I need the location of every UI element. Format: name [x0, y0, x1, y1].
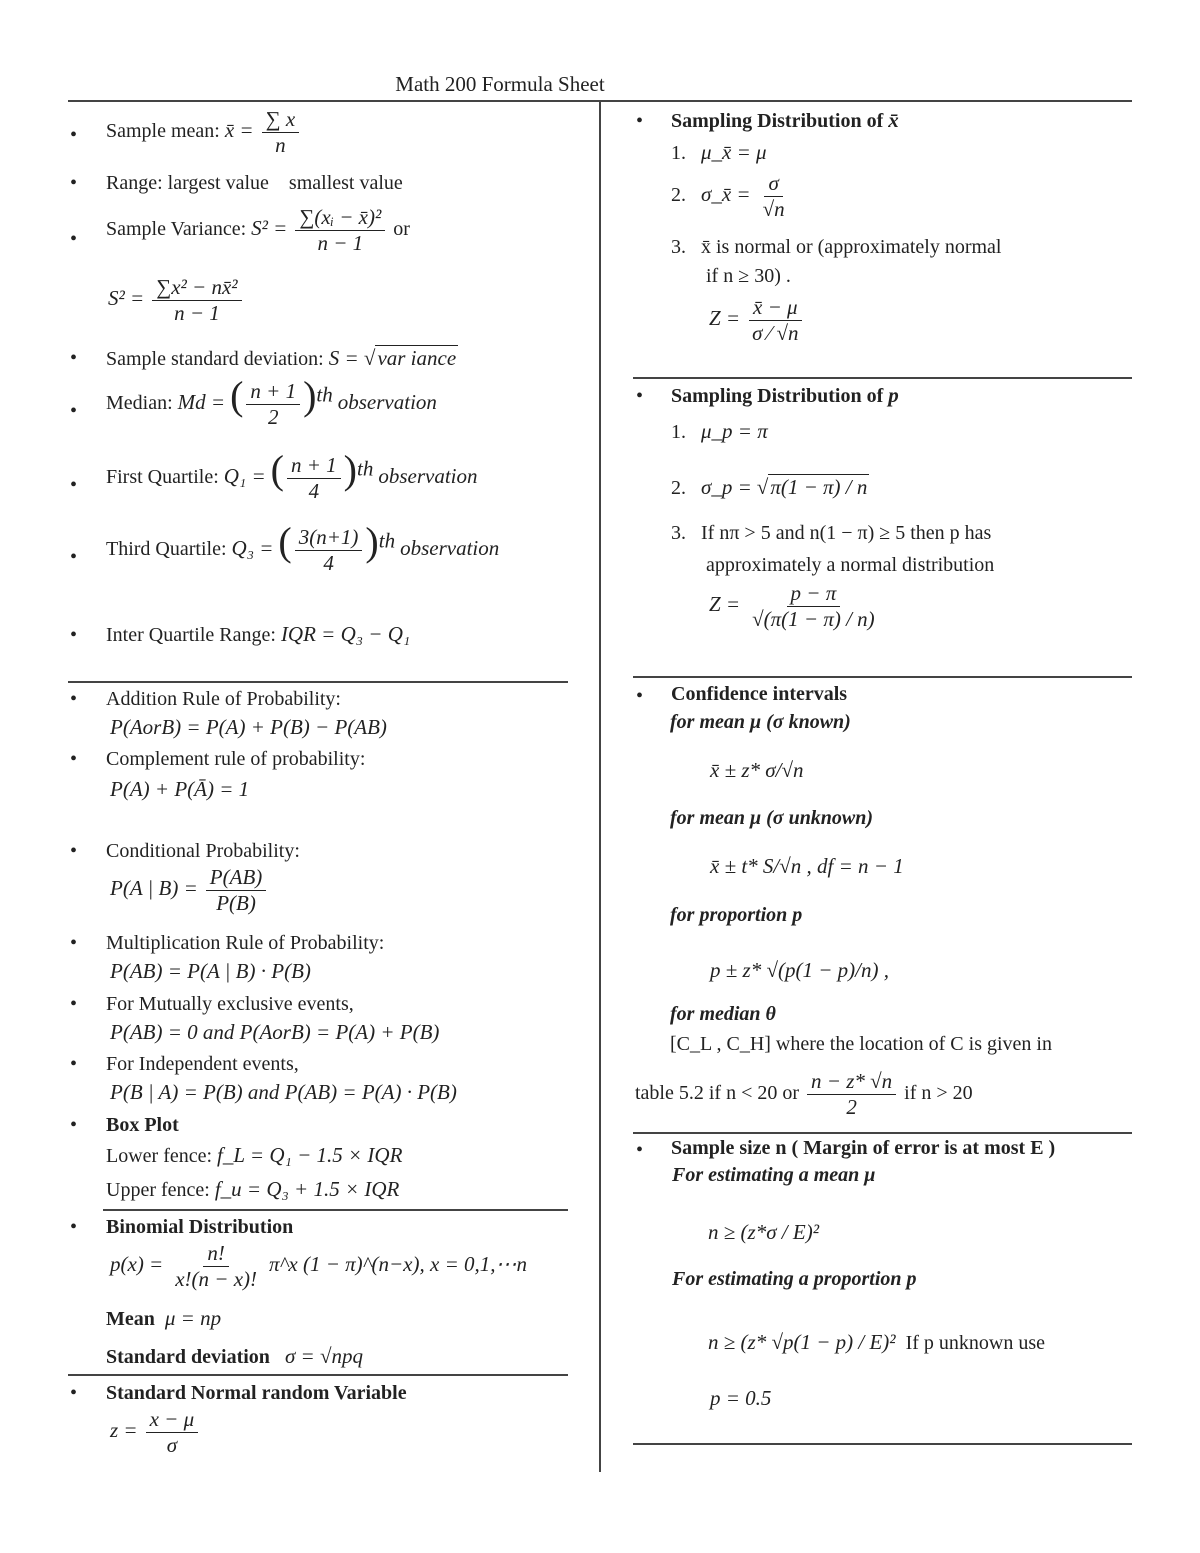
bullet: •: [70, 748, 78, 770]
right-rule-4: [633, 1443, 1132, 1445]
xbar-item-1: 1. μ_x̄ = μ: [671, 140, 767, 164]
p-dist-heading: Sampling Distribution of p: [671, 383, 899, 407]
independent-events: For Independent events,: [106, 1053, 299, 1075]
left-rule-3: [68, 1374, 568, 1376]
p-z-formula: Z = $\frac{p - \pi}{√(\pi(1 - \pi) / n)}$: [709, 581, 875, 632]
median: Median: Md = ( $\frac{n + 1}{2}$ )$^{th}$ observation: [106, 373, 437, 430]
bullet: •: [70, 840, 78, 862]
complement-rule: Complement rule of probability:: [106, 748, 366, 770]
complement-formula: P(A) + P(Ā) = 1: [110, 777, 250, 801]
bullet: •: [70, 474, 78, 496]
bullet: •: [70, 624, 78, 646]
ci-mean-known-heading: for mean μ (σ known): [670, 711, 851, 733]
bullet: •: [70, 1216, 78, 1238]
box-plot-heading: Box Plot: [106, 1114, 179, 1136]
right-rule-1: [633, 377, 1132, 379]
mutually-exclusive: For Mutually exclusive events,: [106, 993, 354, 1015]
sample-variance-alt: S² = $\frac{\text{∑x² − nx̄²}}{n - 1}$: [108, 276, 245, 325]
bullet: •: [70, 688, 78, 710]
sample-variance: Sample Variance: S² = $\frac{\text{∑(xᵢ − x̄)²}}{n - 1}$ or: [106, 205, 410, 256]
iqr: Inter Quartile Range: IQR = Q₃ − Q₁: [106, 622, 411, 646]
ci-median-formula: [C_L , C_H] where the location of C is given in: [670, 1033, 1052, 1055]
xbar-dist-heading: Sampling Distribution of x̄: [671, 108, 899, 132]
bullet: •: [636, 685, 644, 707]
addition-formula: P(AorB) = P(A) + P(B) − P(AB): [110, 715, 387, 739]
sample-size-heading: Sample size n ( Margin of error is at most E ): [671, 1137, 1056, 1159]
p-item-3-cont: approximately a normal distribution: [706, 554, 995, 576]
xbar-item-3: 3. x̄ is normal or (approximately normal: [671, 236, 1002, 258]
ci-median-table: table 5.2 if n < 20 or $\frac{n - z* √n}{2}$ if n > 20: [635, 1069, 973, 1120]
ci-median-heading: for median θ: [670, 1003, 776, 1025]
sample-mean: Sample mean: x̄ = $\frac{\sum x}{n}$: [106, 108, 302, 157]
bullet: •: [70, 1053, 78, 1075]
mutually-exclusive-formula: P(AB) = 0 and P(AorB) = P(A) + P(B): [110, 1020, 440, 1044]
bullet: •: [70, 993, 78, 1015]
sample-size-mean-formula: n ≥ (z*σ / E)²: [708, 1220, 819, 1244]
multiplication-rule: Multiplication Rule of Probability:: [106, 932, 385, 954]
bullet: •: [70, 400, 78, 422]
page-title: Math 200 Formula Sheet: [395, 72, 605, 96]
binomial-mean: Mean μ = np: [106, 1306, 222, 1330]
xbar-z-formula: Z = $\frac{x̄ - \mu}{\sigma ⁄ √n}$: [709, 296, 806, 345]
standard-normal-heading: Standard Normal random Variable: [106, 1382, 407, 1404]
bullet: •: [70, 1114, 78, 1136]
sample-size-mean-heading: For estimating a mean μ: [672, 1164, 876, 1186]
binomial-formula: p(x) = $\frac{n!}{x!(n - x)!}$ π^x (1 − π)^(n−x), x = 0,1,⋯n: [110, 1241, 527, 1292]
addition-rule: Addition Rule of Probability:: [106, 688, 341, 710]
right-rule-2: [633, 676, 1132, 678]
conditional-formula: P(A | B) = $\frac{P(AB)}{P(B)}$: [110, 866, 269, 915]
sample-size-proportion-heading: For estimating a proportion p: [672, 1268, 917, 1290]
ci-mean-known-formula: x̄ ± z* σ/√n: [710, 758, 804, 782]
column-divider: [599, 100, 601, 1472]
binomial-sd: Standard deviation σ = √npq: [106, 1344, 363, 1368]
left-rule-2: [103, 1209, 568, 1211]
binomial-heading: Binomial Distribution: [106, 1216, 294, 1238]
ci-heading: Confidence intervals: [671, 683, 848, 705]
ci-mean-unknown-formula: x̄ ± t* S/√n , df = n − 1: [710, 854, 904, 878]
conditional-label: Conditional Probability:: [106, 840, 300, 862]
standard-normal-formula: z = $\frac{x - \mu}{\sigma}$: [110, 1408, 201, 1457]
bullet: •: [70, 228, 78, 250]
right-rule-3: [633, 1132, 1132, 1134]
lower-fence: Lower fence: f_L = Q₁ − 1.5 × IQR: [106, 1143, 403, 1167]
bullet: •: [70, 124, 78, 146]
independent-formula: P(B | A) = P(B) and P(AB) = P(A) · P(B): [110, 1080, 457, 1104]
left-rule-1: [68, 681, 568, 683]
sample-std-dev: Sample standard deviation: S = √var iance: [106, 346, 457, 370]
ci-proportion-heading: for proportion p: [670, 904, 803, 926]
p-item-2: 2. σ_p = √π(1 − π) / n: [671, 475, 868, 499]
p-item-3: 3. If nπ > 5 and n(1 − π) ≥ 5 then p has: [671, 522, 992, 544]
bullet: •: [636, 110, 644, 132]
bullet: •: [636, 385, 644, 407]
third-quartile: Third Quartile: Q₃ = ( $\frac{3(n+1)}{4}$ )$^{th}$ observation: [106, 519, 500, 576]
bullet: •: [70, 347, 78, 369]
bullet: •: [70, 1382, 78, 1404]
bullet: •: [70, 546, 78, 568]
range: Range: largest value smallest value: [106, 172, 403, 194]
upper-fence: Upper fence: f_u = Q₃ + 1.5 × IQR: [106, 1177, 400, 1201]
p-item-1: 1. μ_p = π: [671, 419, 768, 443]
xbar-item-3-cont: if n ≥ 30) .: [706, 265, 791, 287]
bullet: •: [636, 1139, 644, 1161]
ci-proportion-formula: p ± z* √(p(1 − p)/n) ,: [710, 958, 889, 982]
bullet: •: [70, 172, 78, 194]
first-quartile: First Quartile: Q₁ = ( $\frac{n + 1}{4}$ )$^{th}$ observation: [106, 447, 478, 504]
sample-size-proportion-formula: n ≥ (z* √p(1 − p) / E)² If p unknown use: [708, 1330, 1046, 1354]
bullet: •: [70, 932, 78, 954]
multiplication-formula: P(AB) = P(A | B) · P(B): [110, 959, 311, 983]
xbar-item-2: 2. σ_x̄ = $\frac{\sigma}{√n}$: [671, 171, 785, 222]
sample-size-default-p: p = 0.5: [710, 1386, 772, 1410]
ci-mean-unknown-heading: for mean μ (σ unknown): [670, 807, 874, 829]
